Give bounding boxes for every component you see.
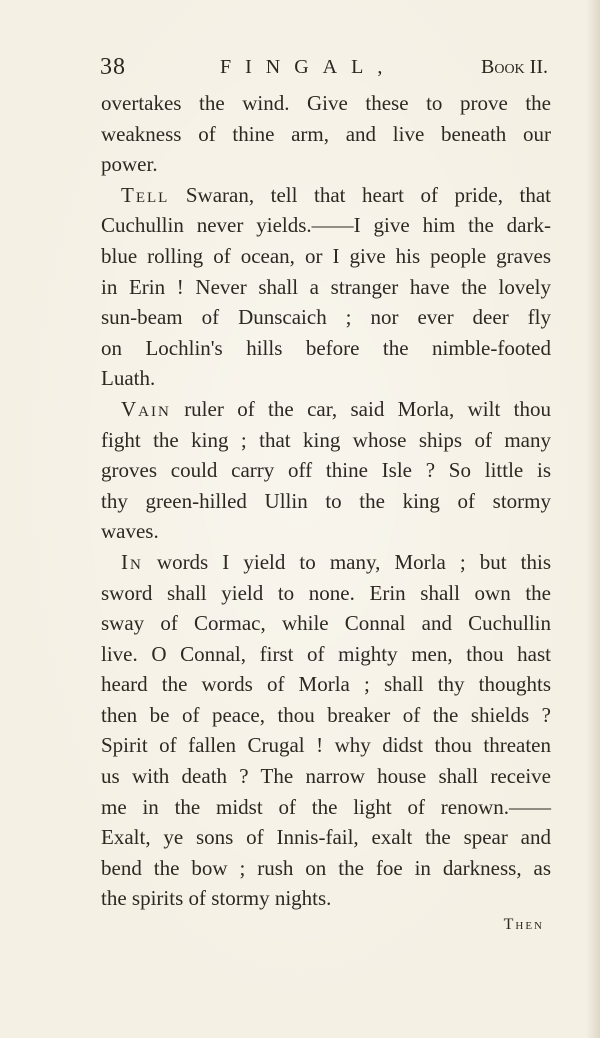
line-text: groves could carry off thine Isle ? So little is [101,458,551,483]
line-text: fight the king ; that king whose ships of many [101,427,551,452]
text-line [101,210,551,241]
line-text: on Lochlin's hills before the nimble-footed [101,335,551,360]
line-text: Spirit of fallen Crugal ! why didst thou threaten [101,733,551,758]
text-line [101,578,551,609]
running-header [100,54,550,88]
text-line [101,180,551,211]
text-line [101,853,551,884]
text-line [101,394,551,425]
text-line [101,363,551,394]
text-line [101,455,551,486]
line-text: sun-beam of Dunscaich ; nor ever deer fly [101,305,551,330]
line-text: ruler of the car, said Morla, wilt thou [170,396,551,421]
page-edge-shadow [586,0,600,1038]
line-text: bend the bow ; rush on the foe in darkness, as [101,855,551,880]
line-text: power. [101,152,158,177]
line-text: Cuchullin never yields.——I give him the dark- [101,213,551,238]
line-text: sway of Cormac, while Connal and Cuchullin [101,611,551,636]
text-line [101,272,551,303]
text-line [101,88,551,119]
catchword: Then [503,916,544,933]
text-line [101,639,551,670]
line-text: live. O Connal, first of mighty men, thou hast [101,641,551,666]
line-text: weakness of thine arm, and live beneath our [101,121,551,146]
running-title: FINGAL, [220,56,397,78]
line-text: in Erin ! Never shall a stranger have the lovely [101,274,551,299]
text-line [101,486,551,517]
line-text: heard the words of Morla ; shall thy thoughts [101,672,551,697]
text-line [101,516,551,547]
text-line [101,547,551,578]
text-line [101,792,551,823]
line-text: thy green-hilled Ullin to the king of stormy [101,488,551,513]
text-line [101,149,551,180]
paragraph-lead-word: In [121,549,143,574]
text-line [101,333,551,364]
line-text: blue rolling of ocean, or I give his people graves [101,243,551,268]
line-text: Luath. [101,366,156,391]
paragraph-lead-word: Tell [121,182,170,207]
text-line [101,700,551,731]
line-text: overtakes the wind. Give these to prove the [101,91,551,115]
text-line [101,883,551,914]
paragraph-lead-word: Vain [121,396,171,421]
text-line [101,822,551,853]
text-line [101,608,551,639]
line-text: us with death ? The narrow house shall receive [101,764,551,789]
line-text: waves. [101,519,159,544]
line-text: Exalt, ye sons of Innis-fail, exalt the spear and [101,825,551,850]
text-line [101,241,551,272]
text-line [101,761,551,792]
line-text: me in the midst of the light of renown.—— [101,794,551,819]
text-line [101,425,551,456]
line-text: then be of peace, thou breaker of the shields ? [101,702,551,727]
text-line [101,119,551,150]
line-text: sword shall yield to none. Erin shall own the [101,580,551,605]
text-line [101,669,551,700]
page-number: 38 [100,54,126,80]
text-line [101,730,551,761]
body-text [101,88,551,914]
line-text: the spirits of stormy nights. [101,886,332,911]
book-reference: Book II. [481,56,548,78]
line-text: words I yield to many, Morla ; but this [142,549,551,574]
line-text: Swaran, tell that heart of pride, that [169,182,551,207]
text-line [101,302,551,333]
